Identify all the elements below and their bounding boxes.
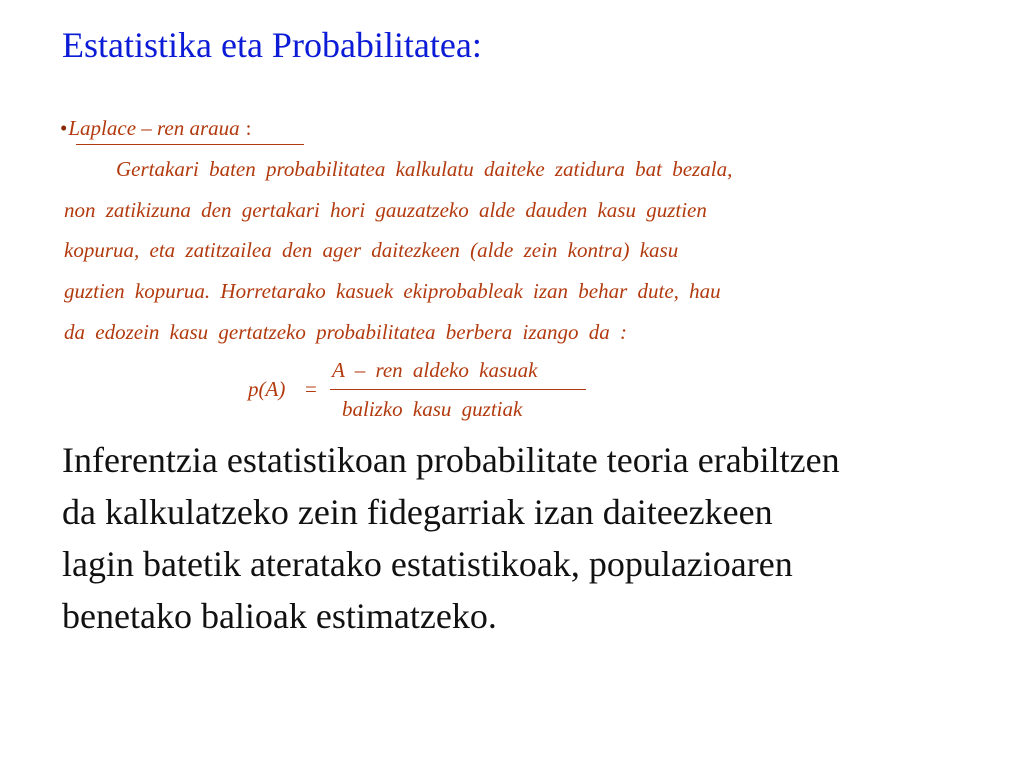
rule-body-line-5: da edozein kasu gertatzeko probabilitatea berbera izango da : bbox=[64, 320, 627, 344]
formula-equals: = bbox=[305, 377, 317, 401]
formula-fraction-bar bbox=[330, 389, 586, 390]
rule-heading-colon: : bbox=[245, 116, 252, 140]
paragraph-line-3: lagin batetik ateratako estatistikoak, populazioaren bbox=[62, 544, 793, 584]
formula-numerator: A – ren aldeko kasuak bbox=[332, 358, 538, 382]
rule-heading-underline bbox=[76, 144, 304, 145]
rule-body-line-1: Gertakari baten probabilitatea kalkulatu daiteke zatidura bat bezala, bbox=[116, 157, 733, 181]
paragraph-line-4: benetako balioak estimatzeko. bbox=[62, 596, 497, 636]
inference-paragraph bbox=[62, 434, 1002, 642]
paragraph-line-2: da kalkulatzeko zein fidegarriak izan daiteezkeen bbox=[62, 492, 773, 532]
rule-body-line-4: guztien kopurua. Horretarako kasuek ekiprobableak izan behar dute, hau bbox=[64, 279, 721, 303]
formula-lhs: p(A) bbox=[248, 377, 286, 401]
bullet-icon: • bbox=[60, 116, 68, 140]
rule-body-line-3: kopurua, eta zatitzailea den ager daitezkeen (alde zein kontra) kasu bbox=[64, 238, 679, 262]
slide-title: Estatistika eta Probabilitatea: bbox=[62, 25, 482, 65]
laplace-rule-heading bbox=[60, 116, 252, 141]
rule-heading-text: Laplace – ren araua bbox=[68, 116, 240, 140]
rule-body-line-2: non zatikizuna den gertakari hori gauzatzeko alde dauden kasu guztien bbox=[64, 198, 707, 222]
formula-denominator: balizko kasu guztiak bbox=[342, 397, 523, 421]
paragraph-line-1: Inferentzia estatistikoan probabilitate teoria erabiltzen bbox=[62, 440, 840, 480]
